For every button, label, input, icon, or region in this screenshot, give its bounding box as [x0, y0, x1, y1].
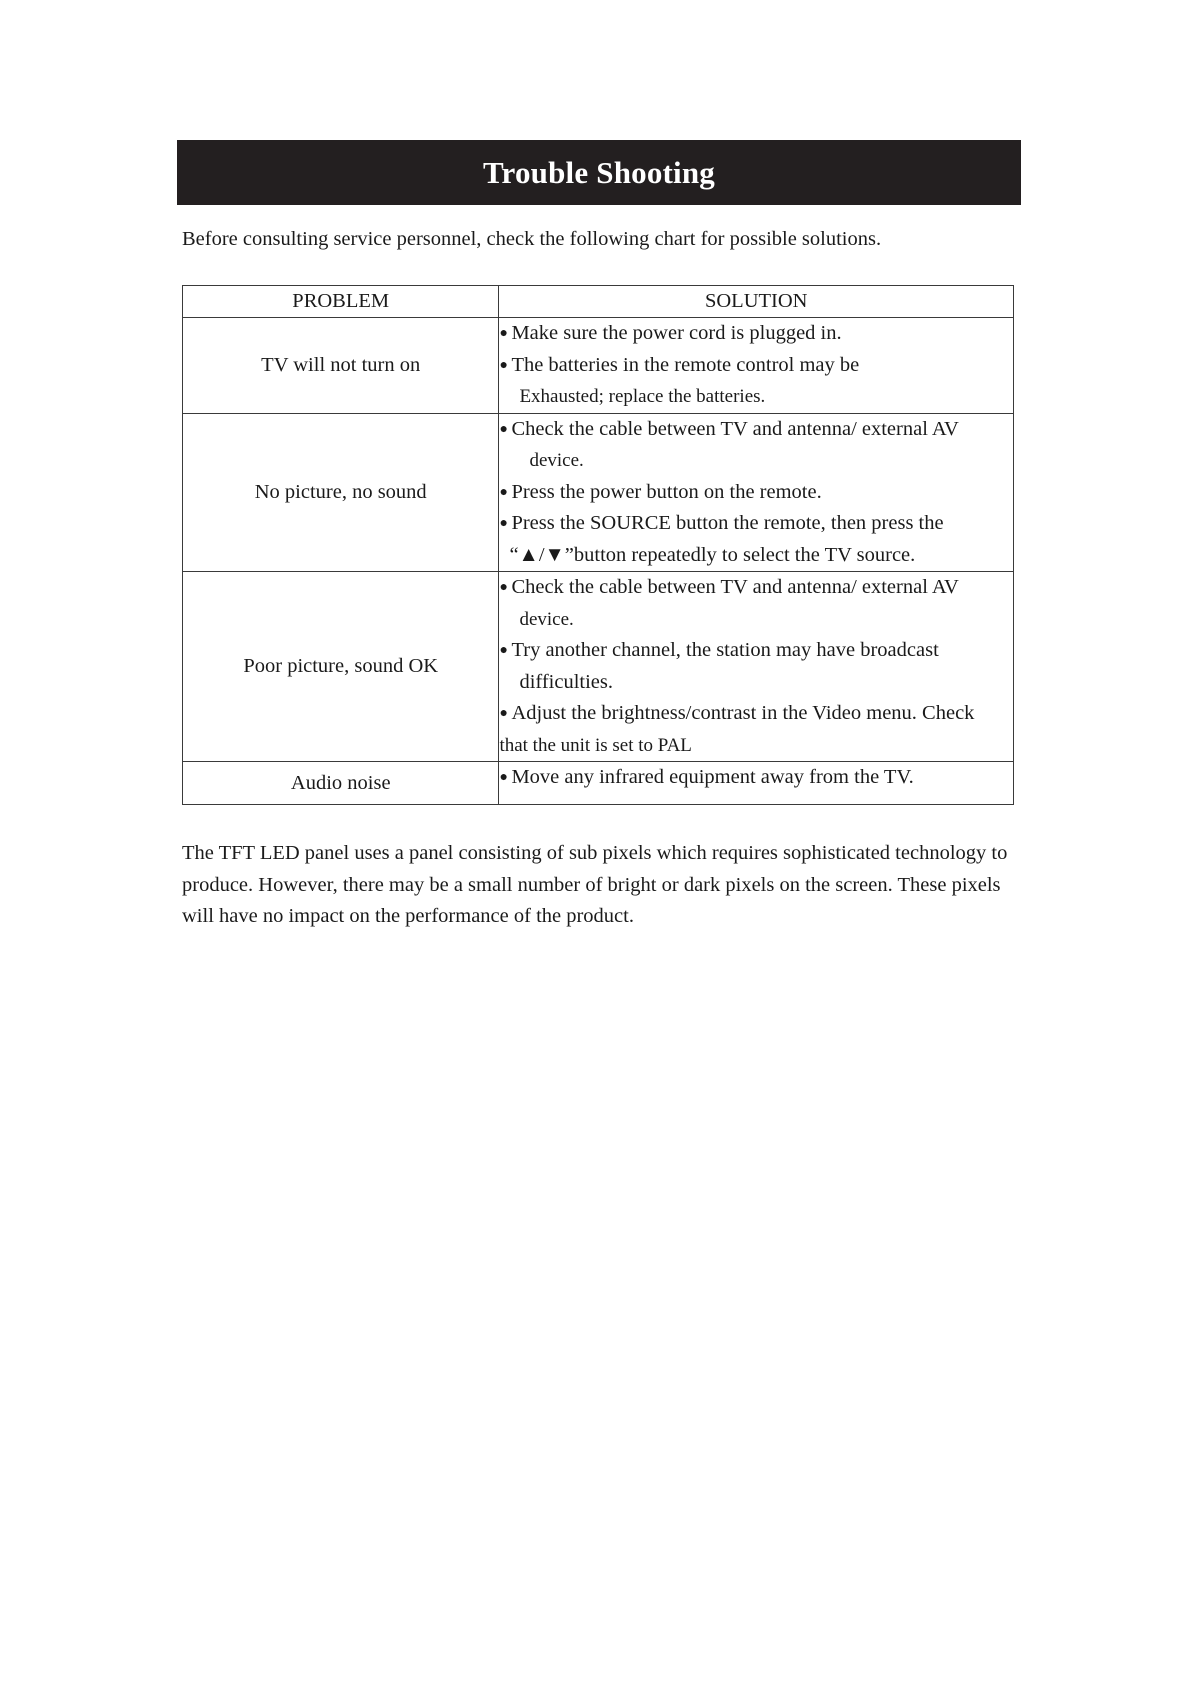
intro-text: Before consulting service personnel, check the following chart for possible solutions.: [182, 228, 882, 250]
table-row: [183, 762, 1014, 805]
table-row: [183, 318, 1014, 414]
bullet-icon: ●: [499, 326, 508, 341]
solution-line: [499, 572, 1013, 604]
solution-line: difficulties.: [519, 670, 613, 693]
solution-text: Try another channel, the station may have broadcast: [511, 639, 939, 661]
solution-line: [499, 508, 1013, 540]
solution-text: Check the cable between TV and antenna/ external AV: [511, 417, 959, 440]
solution-cell: [499, 762, 1014, 805]
page-title-bar: [177, 140, 1021, 205]
bullet-icon: ●: [499, 484, 508, 500]
solution-line: device.: [529, 450, 584, 471]
solution-text: The batteries in the remote control may be: [511, 353, 860, 376]
bullet-icon: ●: [499, 421, 508, 437]
header-problem: PROBLEM: [183, 286, 499, 318]
solution-line: that the unit is set to PAL: [499, 734, 692, 756]
problem-cell: Poor picture, sound OK: [183, 572, 499, 762]
solution-line: [499, 762, 1013, 794]
solution-line: [499, 318, 1013, 350]
problem-cell: TV will not turn on: [183, 318, 499, 414]
table-row: [183, 413, 1014, 572]
solution-cell: [499, 572, 1014, 762]
solution-line: “▲/▼”button repeatedly to select the TV source.: [509, 543, 916, 566]
troubleshooting-table: [182, 285, 1014, 805]
solution-text: Press the SOURCE button the remote, then press the: [511, 512, 944, 534]
bullet-icon: ●: [499, 643, 508, 658]
page-title: Trouble Shooting: [482, 154, 716, 190]
solution-text: Press the power button on the remote.: [511, 480, 822, 503]
problem-cell: No picture, no sound: [183, 413, 499, 572]
solution-line: [499, 477, 1013, 509]
bullet-icon: ●: [499, 706, 508, 721]
bullet-icon: ●: [499, 357, 508, 373]
table-header-row: [183, 286, 1014, 318]
table-row: [183, 572, 1014, 762]
header-solution: SOLUTION: [499, 286, 1014, 318]
solution-line: [499, 350, 1013, 382]
bullet-icon: ●: [499, 770, 508, 786]
solution-text: Check the cable between TV and antenna/ external AV: [511, 576, 959, 598]
solution-text: Adjust the brightness/contrast in the Video menu. Check: [511, 702, 975, 724]
solution-line: [499, 414, 1013, 446]
problem-cell: Audio noise: [183, 762, 499, 805]
solution-line: device.: [519, 608, 574, 630]
bullet-icon: ●: [499, 580, 508, 595]
solution-cell: [499, 318, 1014, 414]
bullet-icon: ●: [499, 516, 508, 531]
closing-paragraph: The TFT LED panel uses a panel consisting of sub pixels which requires sophisticated technology to produce. However, there may be a small number of bright or dark pixels on the screen. These pixels will have no impact on the performance of the product.: [182, 842, 1008, 927]
solution-line: [499, 635, 1013, 667]
solution-cell: [499, 413, 1014, 572]
solution-line: Exhausted; replace the batteries.: [519, 386, 766, 407]
solution-text: Make sure the power cord is plugged in.: [511, 322, 842, 344]
solution-text: Move any infrared equipment away from the TV.: [511, 766, 914, 789]
solution-line: [499, 698, 1013, 730]
